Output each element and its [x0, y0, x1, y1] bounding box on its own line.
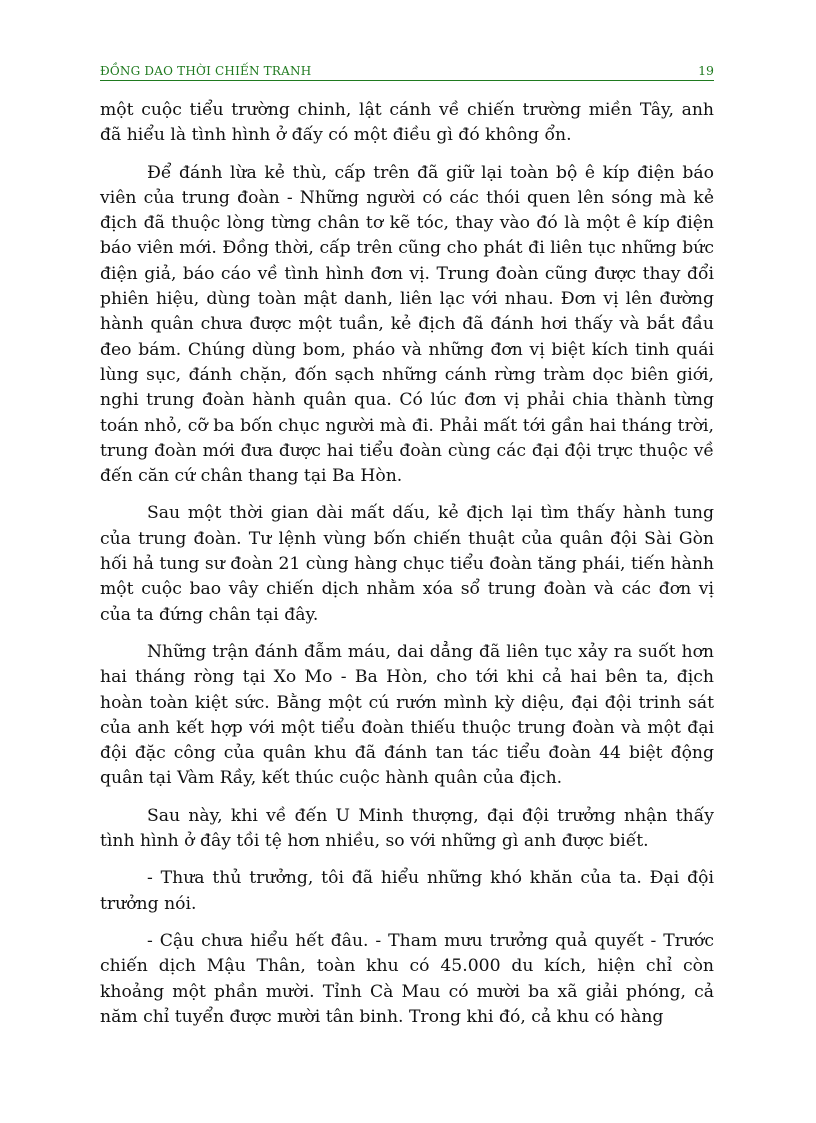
paragraph: Những trận đánh đẫm máu, dai dẳng đã liên tục xảy ra suốt hơn hai tháng ròng tại Xo Mo - Ba Hòn, cho tới khi cả hai bên ta, địch hoàn toàn kiệt sức. Bằng một cú rướn mình kỳ diệu, đại đội trinh sát của anh kết hợp với một tiểu đoàn thiếu thuộc trung đoàn và một đại đội đặc công của quân khu đã đánh tan tác tiểu đoàn 44 biệt động quân tại Vàm Rầy, kết thúc cuộc hành quân của địch.	[100, 641, 714, 789]
paragraph-continued: một cuộc tiểu trường chinh, lật cánh về chiến trường miền Tây, anh đã hiểu là tình hình ở đấy có một điều gì đó không ổn.	[100, 100, 714, 146]
body-text	[100, 98, 714, 1030]
paragraph: Sau này, khi về đến U Minh thượng, đại đội trưởng nhận thấy tình hình ở đây tồi tệ hơn nhiều, so với những gì anh được biết.	[100, 805, 714, 852]
dialogue-paragraph: - Cậu chưa hiểu hết đâu. - Tham mưu trưởng quả quyết - Trước chiến dịch Mậu Thân, toàn khu có 45.000 du kích, hiện chỉ còn khoảng một phần mười. Tỉnh Cà Mau có mười ba xã giải phóng, cả năm chỉ tuyển được mười tân binh. Trong khi đó, cả khu có hàng	[100, 930, 714, 1027]
book-title: ĐỒNG DAO THỜI CHIẾN TRANH	[100, 64, 312, 78]
document-page	[100, 62, 714, 1042]
running-header	[100, 62, 714, 81]
paragraph: Sau một thời gian dài mất dấu, kẻ địch lại tìm thấy hành tung của trung đoàn. Tư lệnh vùng bốn chiến thuật của quân đội Sài Gòn hối hả tung sư đoàn 21 cùng hàng chục tiểu đoàn tăng phái, tiến hành một cuộc bao vây chiến dịch nhằm xóa sổ trung đoàn và các đơn vị của ta đứng chân tại đây.	[100, 503, 714, 625]
dialogue-paragraph: - Thưa thủ trưởng, tôi đã hiểu những khó khăn của ta. Đại đội trưởng nói.	[100, 868, 714, 914]
paragraph: Để đánh lừa kẻ thù, cấp trên đã giữ lại toàn bộ ê kíp điện báo viên của trung đoàn - Những người có các thói quen lên sóng mà kẻ địch đã thuộc lòng từng chân tơ kẽ tóc, thay vào đó là một ê kíp điện báo viên mới. Đồng thời, cấp trên cũng cho phát đi liên tục những bức điện giả, báo cáo về tình hình đơn vị. Trung đoàn cũng được thay đổi phiên hiệu, dùng toàn mật danh, liên lạc với nhau. Đơn vị lên đường hành quân chưa được một tuần, kẻ địch đã đánh hơi thấy và bắt đầu đeo bám. Chúng dùng bom, pháo và những đơn vị biệt kích tinh quái lùng sục, đánh chặn, đốn sạch những cánh rừng tràm dọc biên giới, nghi trung đoàn hành quân qua. Có lúc đơn vị phải chia thành từng toán nhỏ, cỡ ba bốn chục người mà đi. Phải mất tới gần hai tháng trời, trung đoàn mới đưa được hai tiểu đoàn cùng các đại đội trực thuộc về đến căn cứ chân thang tại Ba Hòn.	[100, 162, 714, 487]
page-number: 19	[698, 63, 714, 78]
